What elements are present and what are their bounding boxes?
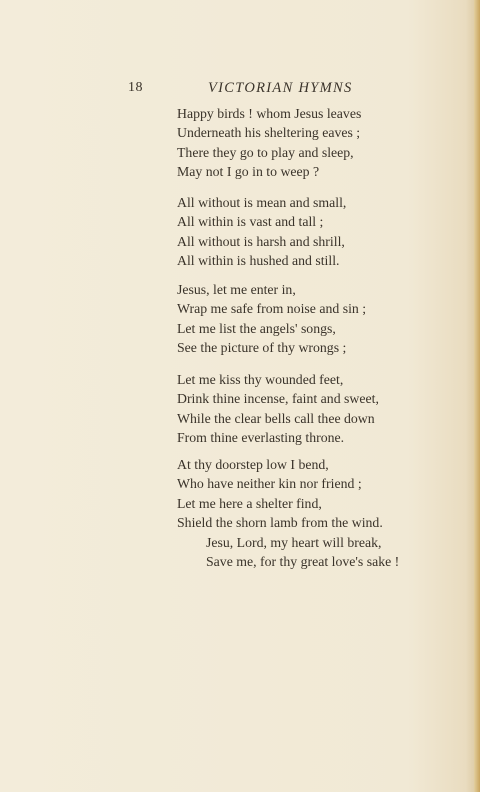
poem-line: Underneath his sheltering eaves ; bbox=[177, 125, 361, 141]
poem-line: All within is hushed and still. bbox=[177, 252, 340, 268]
stanza-3 bbox=[177, 280, 366, 357]
stanza-6-indented bbox=[206, 533, 399, 572]
page-number: 18 bbox=[128, 80, 143, 95]
stanza-5 bbox=[177, 455, 383, 532]
page-header bbox=[0, 80, 480, 100]
poem-line: Let me kiss thy wounded feet, bbox=[177, 372, 344, 387]
poem-line: Let me list the angels' songs, bbox=[177, 320, 336, 336]
poem-line: Save me, for thy great love's sake ! bbox=[206, 554, 400, 570]
poem-line: All without is mean and small, bbox=[177, 195, 347, 210]
stanza-1 bbox=[177, 104, 361, 181]
poem-line: Wrap me safe from noise and sin ; bbox=[177, 301, 367, 317]
poem-line: There they go to play and sleep, bbox=[177, 144, 354, 160]
poem-line: Jesu, Lord, my heart will break, bbox=[206, 535, 382, 550]
poem-line: While the clear bells call thee down bbox=[177, 410, 375, 426]
poem-line: All without is harsh and shrill, bbox=[177, 233, 345, 249]
poem-line: See the picture of thy wrongs ; bbox=[177, 339, 347, 355]
running-title: VICTORIAN HYMNS bbox=[208, 80, 353, 96]
poem-line: Let me here a shelter find, bbox=[177, 495, 322, 511]
poem-line: From thine everlasting throne. bbox=[177, 429, 345, 445]
poem-line: Drink thine incense, faint and sweet, bbox=[177, 391, 379, 407]
stanza-4 bbox=[177, 370, 379, 447]
page-edge bbox=[474, 0, 480, 792]
stanza-2 bbox=[177, 193, 346, 270]
poem-line: May not I go in to weep ? bbox=[177, 163, 320, 179]
poem-line: Shield the shorn lamb from the wind. bbox=[177, 514, 383, 530]
poem-line: Who have neither kin nor friend ; bbox=[177, 476, 362, 492]
poem-line: Jesus, let me enter in, bbox=[177, 282, 296, 297]
poem-line: All within is vast and tall ; bbox=[177, 214, 324, 230]
poem-line: At thy doorstep low I bend, bbox=[177, 457, 329, 472]
poem-line: Happy birds ! whom Jesus leaves bbox=[177, 106, 362, 121]
